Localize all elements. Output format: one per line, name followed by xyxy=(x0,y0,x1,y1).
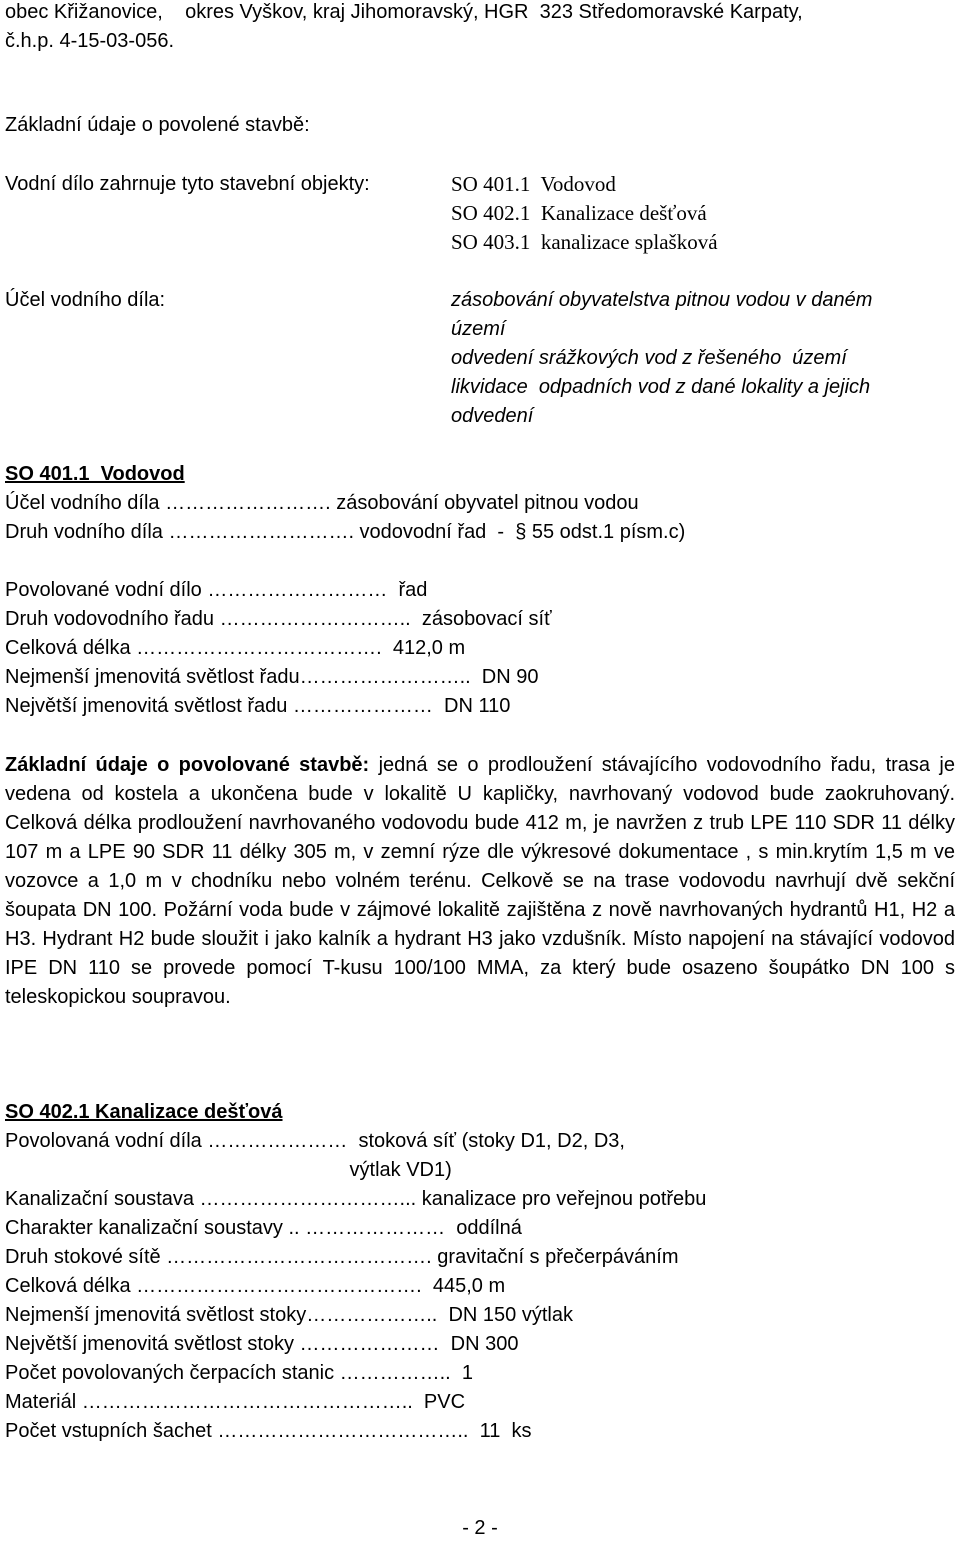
so402-row-11: Počet vstupních šachet ……………………………….. 11 ks xyxy=(5,1420,532,1442)
so402-row-9: Počet povolovaných čerpacích stanic …………….. 1 xyxy=(5,1362,473,1384)
object-item-2: SO 402.1 Kanalizace dešťová xyxy=(451,201,707,225)
purpose-line-1: zásobování obyvatelstva pitnou vodou v daném xyxy=(451,289,873,311)
so401-row-pipe-type: Druh vodovodního řadu ……………………….. zásobovací síť xyxy=(5,608,552,630)
purpose-line-4: likvidace odpadních vod z dané lokality a jejich xyxy=(451,376,871,398)
header-line-1: obec Křižanovice, okres Vyškov, kraj Jihomoravský, HGR 323 Středomoravské Karpaty, xyxy=(5,1,803,23)
so402-row-10: Materiál ………………………………………….. PVC xyxy=(5,1391,466,1413)
so401-row-max-dn: Největší jmenovitá světlost řadu ………………… DN 110 xyxy=(5,695,511,717)
purpose-line-3: odvedení srážkových vod z řešeného území xyxy=(451,347,847,369)
so401-row-permitted: Povolované vodní dílo ……………………… řad xyxy=(5,579,428,601)
so401-heading: SO 401.1 Vodovod xyxy=(5,463,185,485)
header-line-2: č.h.p. 4-15-03-056. xyxy=(5,30,174,52)
so402-row-1: Povolovaná vodní díla ………………… stoková síť (stoky D1, D2, D3, xyxy=(5,1130,625,1152)
objects-label: Vodní dílo zahrnuje tyto stavební objekty: xyxy=(5,173,370,195)
basic-data-heading: Základní údaje o povolené stavbě: xyxy=(5,114,310,136)
so401-row-min-dn: Nejmenší jmenovitá světlost řadu…………………….. DN 90 xyxy=(5,666,539,688)
description-text: jedná se o prodloužení stávajícího vodovodního řadu, trasa je vedena od kostela a ukončena bude v lokalitě U kapličky, navrhovaný vodovod bude zaokruhovaný. Celková délka prodloužení navrhovaného vodovodu bude 412 m, je navržen z trub LPE 110 SDR 11 délky 107 m a LPE 90 SDR 11 délky 305 m, v zemní rýze dle výkresové dokumentace , s min.krytím 1,5 m ve vozovce a 1,0 m v chodníku nebo volném terénu. Celkově se na trase vodovodu navrhují dvě sekční šoupata DN 100. Požární voda bude v zájmové lokalitě zajištěna z nově navrhovaných hydrantů H1, H2 a H3. Hydrant H2 bude sloužit i jako kalník a hydrant H3 jako vzdušník. Místo napojení na stávající vodovod IPE DN 110 se provede pomocí T-kusu 100/100 MMA, za který bude osazeno šoupátko DN 100 s teleskopickou soupravou. xyxy=(5,754,955,1008)
so402-heading: SO 402.1 Kanalizace dešťová xyxy=(5,1101,283,1123)
object-item-1: SO 401.1 Vodovod xyxy=(451,172,616,196)
so401-row-type: Druh vodního díla ………………………. vodovodní řad - § 55 odst.1 písm.c) xyxy=(5,521,686,543)
page-number: - 2 - xyxy=(462,1517,498,1539)
so402-row-6: Celková délka ……………………………………. 445,0 m xyxy=(5,1275,506,1297)
so402-row-2: výtlak VD1) xyxy=(5,1159,452,1181)
so401-row-purpose: Účel vodního díla ……………………. zásobování obyvatel pitnou vodou xyxy=(5,492,639,514)
so402-row-7: Nejmenší jmenovitá světlost stoky……………….. DN 150 výtlak xyxy=(5,1304,573,1326)
so402-row-3: Kanalizační soustava …………………………... kanalizace pro veřejnou potřebu xyxy=(5,1188,707,1210)
purpose-line-2: území xyxy=(451,318,506,340)
so402-row-8: Největší jmenovitá světlost stoky ………………… DN 300 xyxy=(5,1333,519,1355)
so401-description xyxy=(5,751,955,1012)
so401-row-length: Celková délka ………………………………. 412,0 m xyxy=(5,637,466,659)
object-item-3: SO 403.1 kanalizace splašková xyxy=(451,230,718,254)
so402-row-5: Druh stokové sítě …………………………………. gravitační s přečerpáváním xyxy=(5,1246,679,1268)
description-lead: Základní údaje o povolované stavbě: xyxy=(5,754,370,776)
so402-row-4: Charakter kanalizační soustavy .. ………………… oddílná xyxy=(5,1217,522,1239)
purpose-line-5: odvedení xyxy=(451,405,534,427)
purpose-label: Účel vodního díla: xyxy=(5,289,166,311)
